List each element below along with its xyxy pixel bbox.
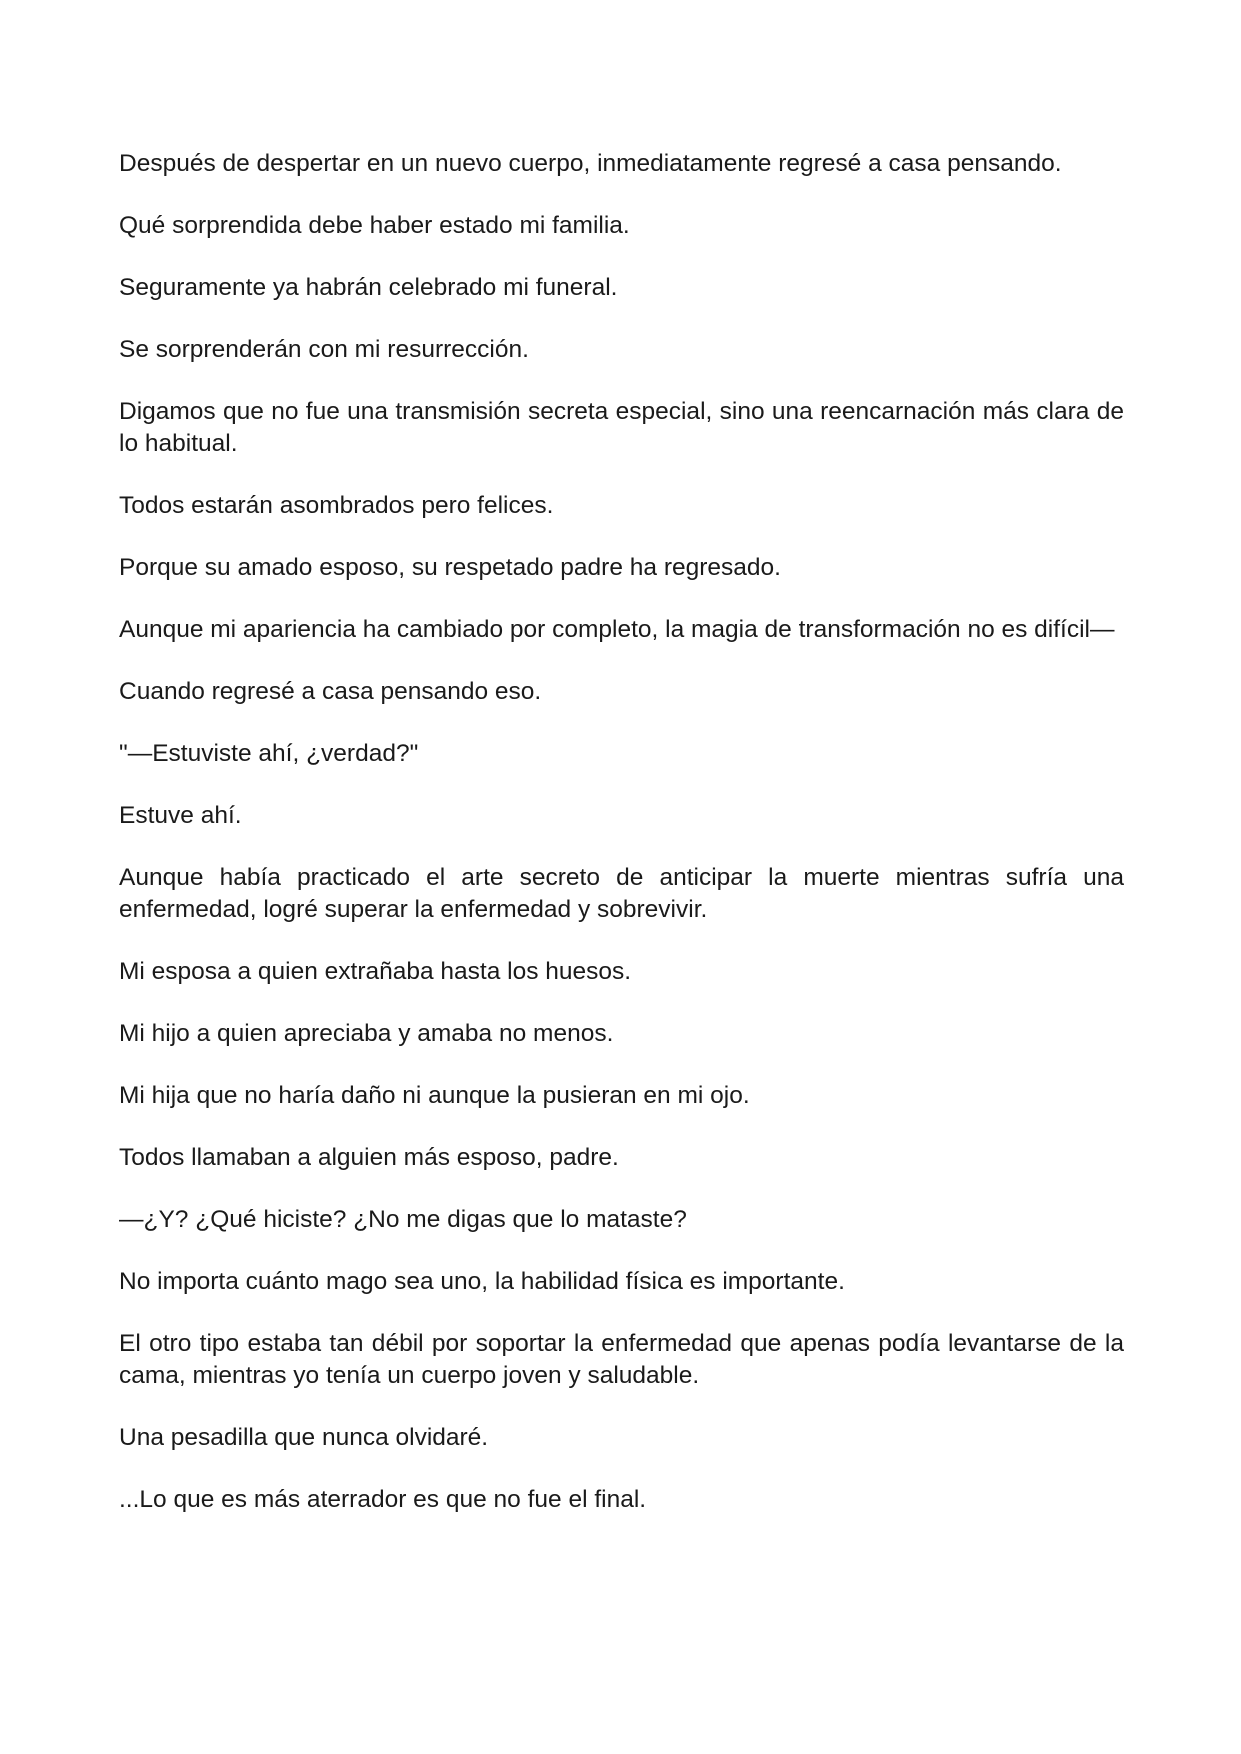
paragraph: Aunque mi apariencia ha cambiado por completo, la magia de transformación no es difícil— — [119, 616, 1115, 643]
paragraph: Se sorprenderán con mi resurrección. — [119, 336, 529, 363]
paragraph: Digamos que no fue una transmisión secreta especial, sino una reencarnación más clara de lo habitual. — [119, 398, 1124, 457]
paragraph: Porque su amado esposo, su respetado padre ha regresado. — [119, 554, 781, 581]
paragraph: Estuve ahí. — [119, 802, 242, 829]
paragraph: Cuando regresé a casa pensando eso. — [119, 678, 542, 705]
paragraph: Mi hijo a quien apreciaba y amaba no menos. — [119, 1020, 614, 1047]
paragraph: Después de despertar en un nuevo cuerpo, inmediatamente regresé a casa pensando. — [119, 150, 1062, 177]
paragraph: El otro tipo estaba tan débil por soportar la enfermedad que apenas podía levantarse de la cama, mientras yo tenía un cuerpo joven y saludable. — [119, 1330, 1124, 1389]
paragraph: Qué sorprendida debe haber estado mi familia. — [119, 212, 630, 239]
paragraph: —¿Y? ¿Qué hiciste? ¿No me digas que lo mataste? — [119, 1206, 687, 1233]
paragraph: Seguramente ya habrán celebrado mi funeral. — [119, 274, 618, 301]
paragraph: Todos llamaban a alguien más esposo, padre. — [119, 1144, 619, 1171]
document-body — [119, 148, 1124, 1546]
paragraph: ...Lo que es más aterrador es que no fue el final. — [119, 1486, 647, 1513]
paragraph: Mi hija que no haría daño ni aunque la pusieran en mi ojo. — [119, 1082, 750, 1109]
paragraph: Todos estarán asombrados pero felices. — [119, 492, 554, 519]
paragraph: Aunque había practicado el arte secreto de anticipar la muerte mientras sufría una enfermedad, logré superar la enfermedad y sobrevivir. — [119, 864, 1124, 923]
paragraph: "—Estuviste ahí, ¿verdad?" — [119, 740, 419, 767]
paragraph: Una pesadilla que nunca olvidaré. — [119, 1424, 489, 1451]
paragraph: No importa cuánto mago sea uno, la habilidad física es importante. — [119, 1268, 845, 1295]
paragraph: Mi esposa a quien extrañaba hasta los huesos. — [119, 958, 632, 985]
